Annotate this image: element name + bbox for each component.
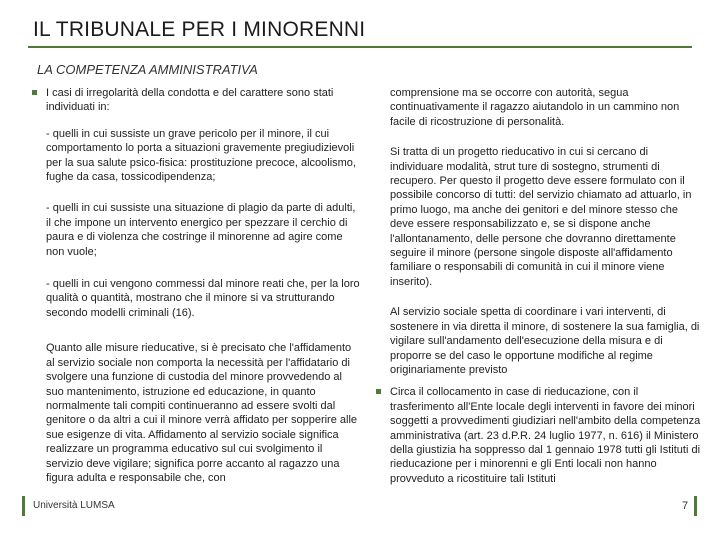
footer-accent-right xyxy=(694,496,697,516)
social-service-paragraph: Al servizio sociale spetta di coordinare i vari interventi, di sostenere in via diretta il minore, di sostenere la sua famiglia, di vigilare sull'andamento dell'esecuzione della misura e di proporre se del caso le opportune modifiche al regime originariamente previsto xyxy=(390,306,700,376)
title-divider xyxy=(28,46,692,48)
square-bullet-icon xyxy=(32,90,37,95)
continuation-paragraph: comprensione ma se occorre con autorità, segua continuativamente il ragazzo aiutandolo in un cammino non facile di ricostruzione di personalità. xyxy=(390,87,680,128)
case-danger: - quelli in cui sussiste un grave pericolo per il minore, il cui comportamento lo porta a situazioni gravemente pregiudizievoli per la sua salute psico-fisica: prostituzione precoce, alcoolismo, fughe da casa, tossicodipendenza; xyxy=(46,127,356,184)
page-number: 7 xyxy=(682,500,689,512)
right-column xyxy=(374,86,702,486)
intro-bullet xyxy=(30,86,360,115)
case-plagio: - quelli in cui sussiste una situazione di plagio da parte di adulti, il che impone un intervento energico per spezzare il cerchio di paura e di violenza che costringe il minorenne ad agire come non vuole; xyxy=(46,202,356,258)
project-paragraph: Si tratta di un progetto rieducativo in cui si cercano di individuare modalità, strut ture di sostegno, strumenti di recupero. Per questo il progetto deve essere formulato con il possibile concorso di tutti: del servizio chiamato ad attuarlo, in primo luogo, ma anche dei genitori e del minore stesso che deve essere responsabilizzato e, se si dispone anche l'allontanamento, delle persone che dovranno direttamente seguire il minore (persone singole disposte all'affidamento familiare o responsabili di comunità in cui il minore viene inserito). xyxy=(390,146,692,288)
intro-text: I casi di irregolarità della condotta e del carattere sono stati individuati in: xyxy=(46,87,334,114)
placement-bullet xyxy=(374,385,702,486)
measures-paragraph: Quanto alle misure rieducative, si è precisato che l'affidamento al servizio sociale non comporta la necessità per l'affidatario di svolgere una funzione di custodia del minore provvedendo al suo mantenimento, istruzione ed educazione, in quanto normalmente tali compiti continueranno ad essere svolti dal genitore o da altri a cui il minore verrà affidato per sopperire alle sue esigenze di vita. Affidamento al servizio sociale significa realizzare un programma educativo sul cui svolgimento il servizio deve vigilare; significa porre accanto al ragazzo una figura adulta e responsabile che, con xyxy=(46,342,358,484)
case-crimes: - quelli in cui vengono commessi dal minore reati che, per la loro qualità o quantità, mostrano che il minore si va strutturando secondo modelli criminali (16). xyxy=(46,278,360,319)
footer-university: Università LUMSA xyxy=(33,500,115,511)
placement-paragraph: Circa il collocamento in case di rieducazione, con il trasferimento all'Ente locale degli interventi in favore dei minori soggetti a provvedimenti giudiziari nell'ambito della competenza amministrativa (art. 23 d.P.R. 24 luglio 1977, n. 616) il Ministero della giustizia ha soppresso dal 1 gennaio 1978 tutti gli Istituti di rieducazione per i minorenni e gli Enti locali non hanno provveduto a ricostituire tali Istituti xyxy=(390,386,701,485)
slide-subtitle: LA COMPETENZA AMMINISTRATIVA xyxy=(37,62,258,77)
square-bullet-icon xyxy=(376,389,381,394)
left-column xyxy=(30,86,360,485)
footer-accent-left xyxy=(22,496,25,516)
slide-title: IL TRIBUNALE PER I MINORENNI xyxy=(33,18,366,41)
